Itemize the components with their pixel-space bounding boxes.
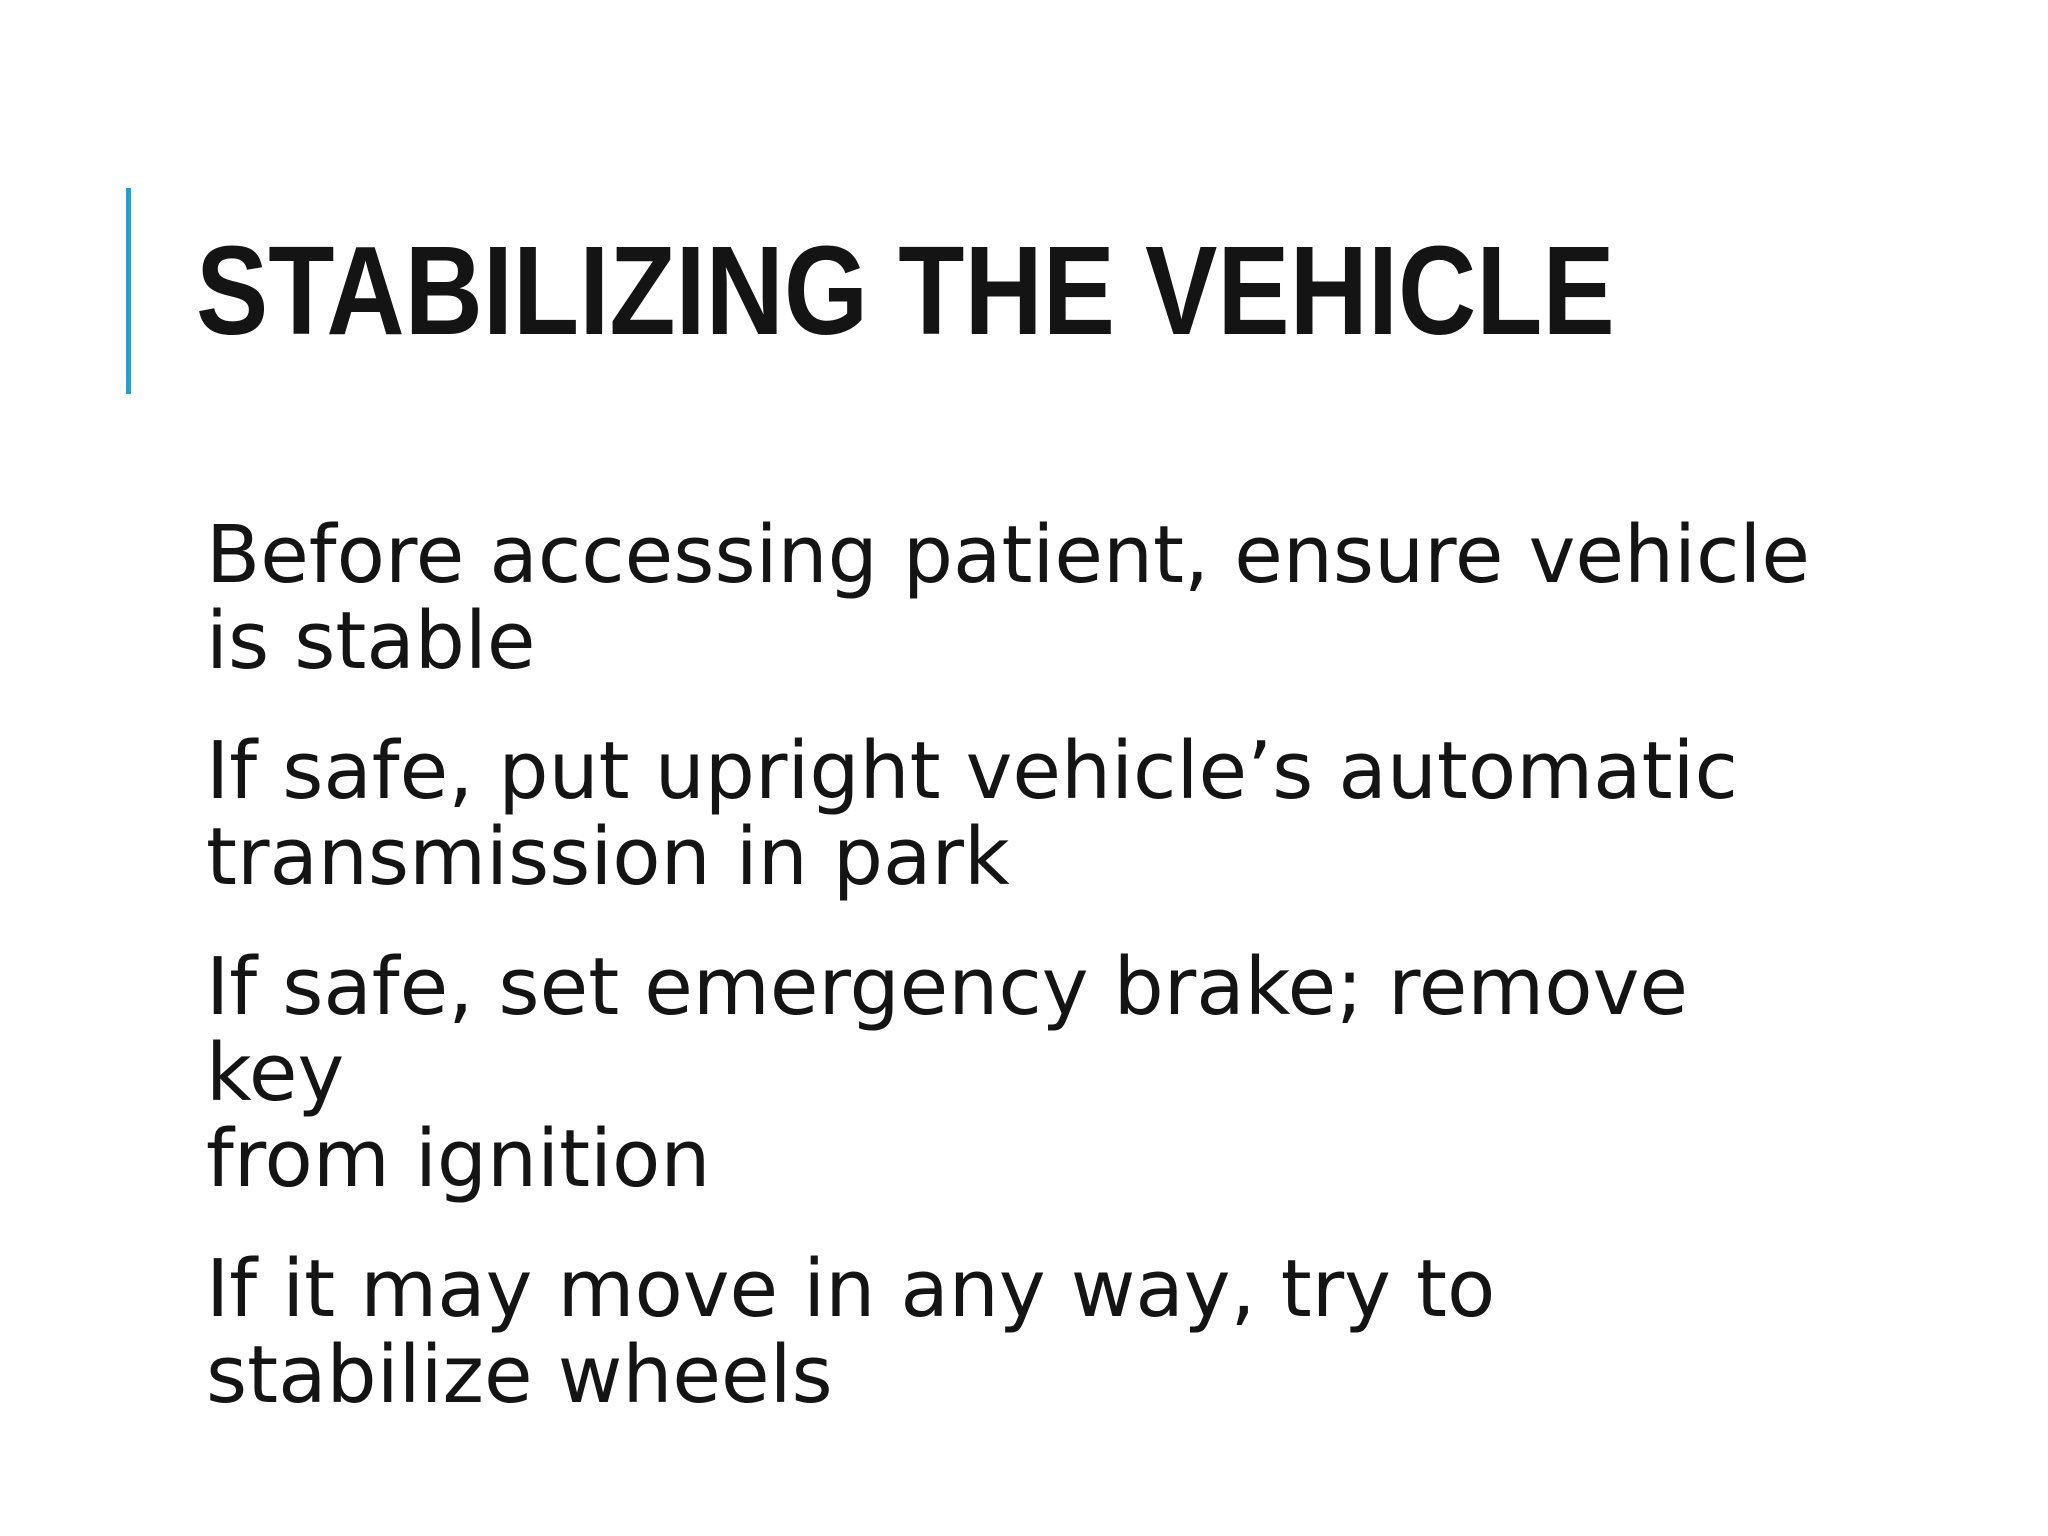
bullet-item: If it may move in any way, try to stabilize wheels bbox=[206, 1243, 1496, 1421]
title-accent-bar bbox=[126, 188, 131, 394]
bullet-item: If safe, put upright vehicle’s automatic transmission in park bbox=[206, 725, 1738, 903]
bullet-item: If safe, set emergency brake; remove key from ignition bbox=[206, 941, 1688, 1205]
slide-title: STABILIZING THE VEHICLE bbox=[196, 220, 1615, 361]
bullet-list bbox=[206, 509, 1846, 1462]
bullet-item: Before accessing patient, ensure vehicle is stable bbox=[206, 509, 1810, 687]
